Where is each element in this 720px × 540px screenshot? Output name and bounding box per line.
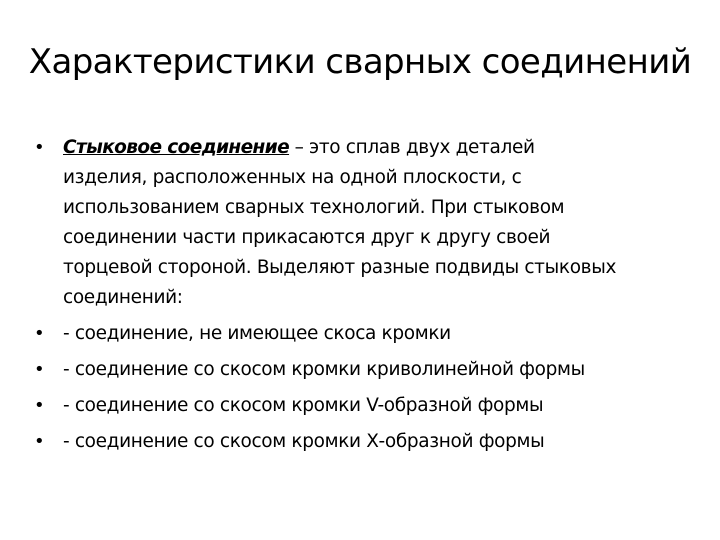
bullet-list [34,133,706,463]
bullet-marker: • [34,323,45,344]
list-item [34,427,706,457]
definition-text: – это сплав двух деталей изделия, расположенных на одной плоскости, с использованием сварных технологий. При стыковом соединении части прикасаются друг к другу своей торцевой стороной. Выделяют разные подвиды стыковых соединений: [63,137,617,308]
list-item [34,355,706,385]
list-item-text: - соединение со скосом кромки Х-образной формы [63,431,545,452]
list-item-text: - соединение со скосом кромки V-образной формы [63,395,544,416]
list-item-text: - соединение, не имеющее скоса кромки [63,323,451,344]
list-item-text: - соединение со скосом кромки криволинейной формы [63,359,585,380]
definition-bullet [34,133,623,313]
list-item [34,391,706,421]
bullet-marker: • [34,431,45,452]
bullet-marker: • [34,395,45,416]
list-item [34,319,706,349]
slide-title: Характеристики сварных соединений [28,42,692,82]
bullet-marker: • [34,359,45,380]
bullet-marker: • [34,137,45,158]
definition-term: Стыковое соединение [63,137,290,158]
